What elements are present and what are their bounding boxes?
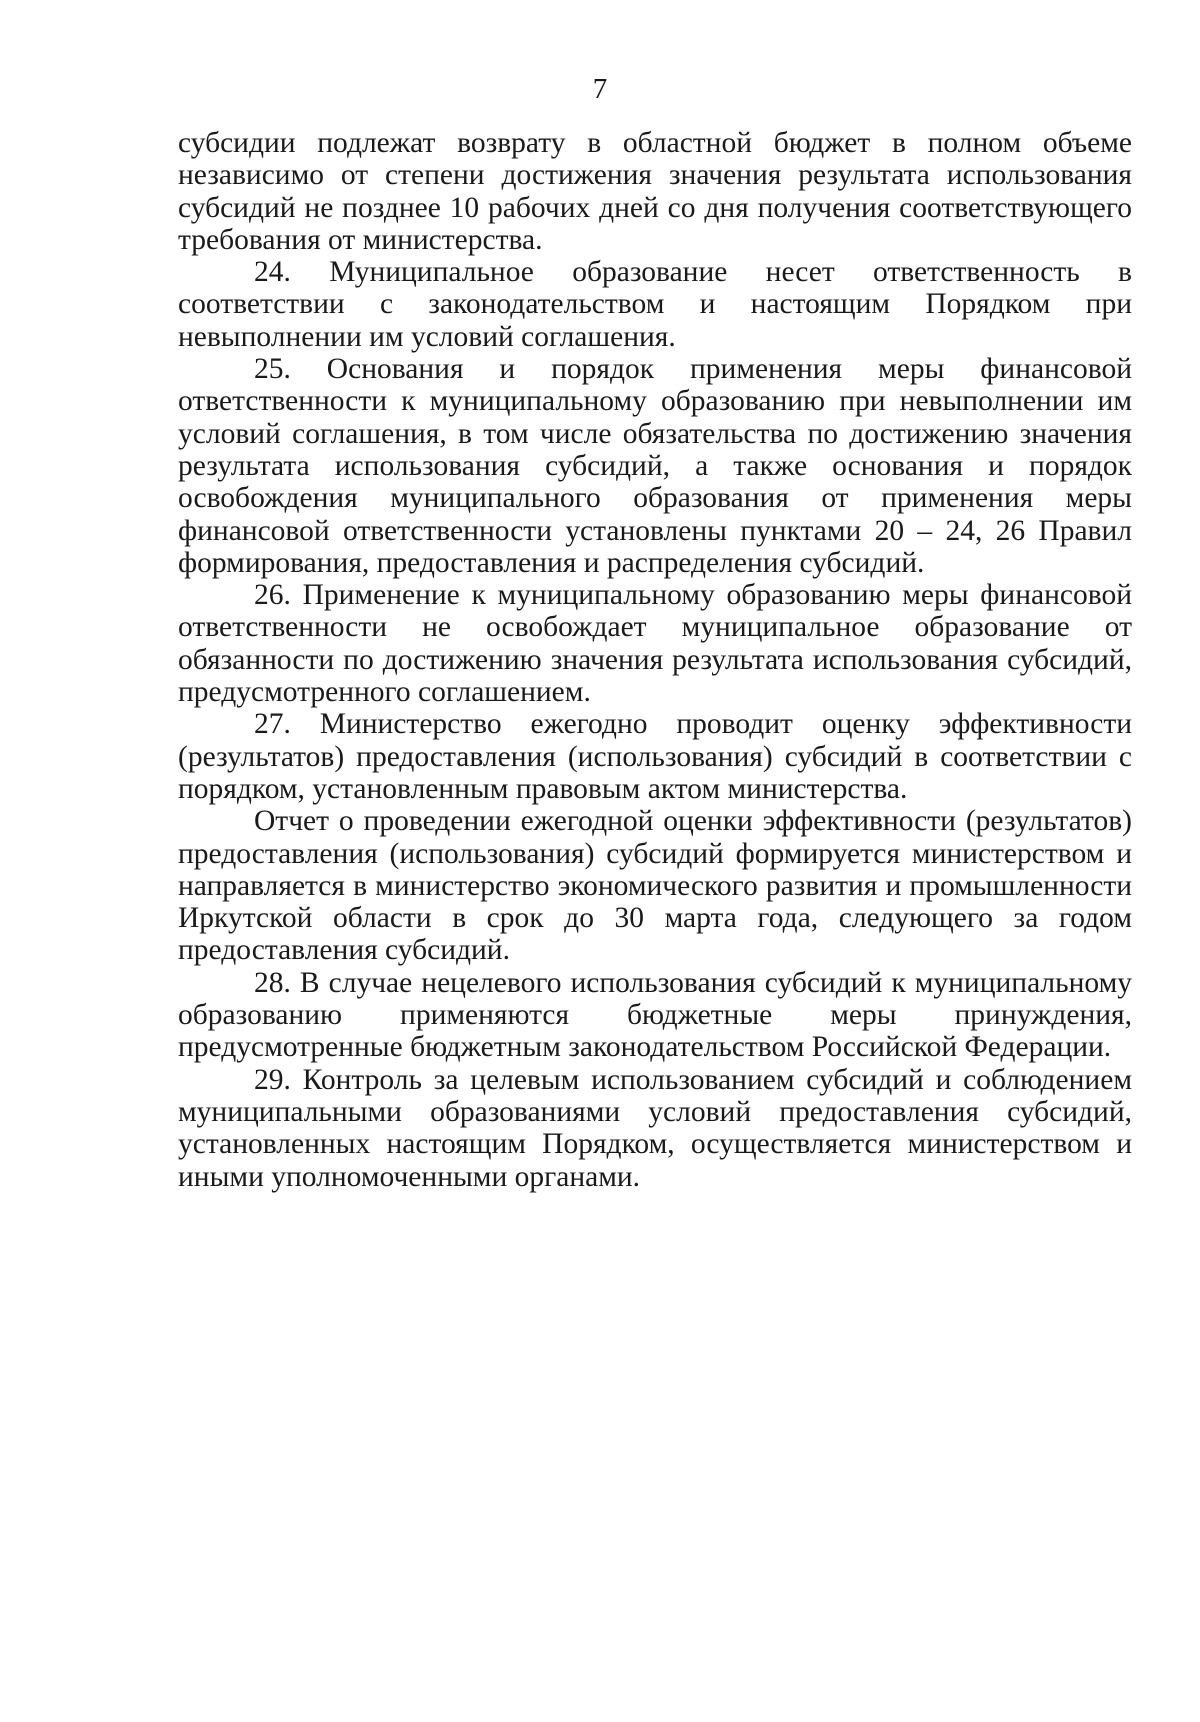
paragraph-28: 28. В случае нецелевого использования субсидий к муниципальному образованию применяются бюджетные меры принуждения, предусмотренные бюджетным законодательством Российской Федерации. [178, 966, 1132, 1064]
paragraph-27: 27. Министерство ежегодно проводит оценку эффективности (результатов) предоставления (использования) субсидий в соответствии с порядком, установленным правовым актом министерства. [178, 708, 1132, 805]
page-number: 7 [592, 73, 608, 105]
document-body [178, 127, 1132, 1193]
paragraph-27-report: Отчет о проведении ежегодной оценки эффективности (результатов) предоставления (использования) субсидий формируется министерством и направляется в министерство экономического развития и промышленности Иркутской области в срок до 30 марта года, следующего за годом предоставления субсидий. [178, 805, 1132, 967]
paragraph-25: 25. Основания и порядок применения меры финансовой ответственности к муниципальному образованию при невыполнении им условий соглашения, в том числе обязательства по достижению значения результата использования субсидий, а также основания и порядок освобождения муниципального образования от применения меры финансовой ответственности установлены пунктами 20 – 24, 26 Правил формирования, предоставления и распределения субсидий. [178, 353, 1132, 579]
paragraph-26: 26. Применение к муниципальному образованию меры финансовой ответственности не освобождает муниципальное образование от обязанности по достижению значения результата использования субсидий, предусмотренного соглашением. [178, 579, 1132, 709]
paragraph-29: 29. Контроль за целевым использованием субсидий и соблюдением муниципальными образованиями условий предоставления субсидий, установленных настоящим Порядком, осуществляется министерством и иными уполномоченными органами. [178, 1063, 1132, 1193]
paragraph-24: 24. Муниципальное образование несет ответственность в соответствии с законодательством и настоящим Порядком при невыполнении им условий соглашения. [178, 256, 1132, 353]
paragraph-continuation: субсидии подлежат возврату в областной бюджет в полном объеме независимо от степени достижения значения результата использования субсидий не позднее 10 рабочих дней со дня получения соответствующего требования от министерства. [178, 127, 1132, 256]
